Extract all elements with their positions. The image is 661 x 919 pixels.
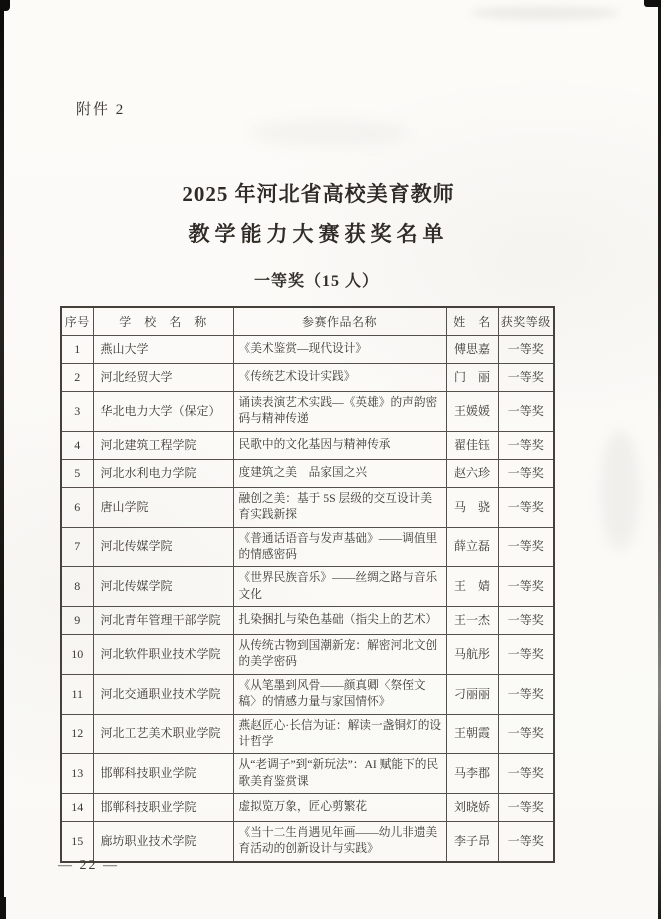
cell-award: 一等奖: [498, 635, 554, 675]
cell-award: 一等奖: [498, 527, 554, 567]
scan-smudge: [250, 120, 410, 146]
cell-award: 一等奖: [498, 392, 554, 432]
header-name: 姓 名: [446, 307, 498, 336]
scan-artifact-bottom-left-corner: [0, 897, 6, 919]
cell-work: 《世界民族音乐》——丝绸之路与音乐文化: [233, 567, 446, 607]
cell-index: 15: [61, 822, 93, 862]
cell-name: 刘晓娇: [446, 794, 498, 822]
cell-index: 6: [61, 487, 93, 527]
table-row: [61, 336, 554, 364]
cell-index: 1: [61, 336, 93, 364]
cell-name: 王一杰: [446, 607, 498, 635]
cell-school: 廊坊职业技术学院: [93, 822, 233, 862]
cell-work: 燕赵匠心·长信为证：解读一盏铜灯的设计哲学: [233, 714, 446, 754]
header-work: 参赛作品名称: [233, 307, 446, 336]
document-title-line1: 2025 年河北省高校美育教师: [182, 182, 455, 206]
table-row: [61, 459, 554, 487]
cell-index: 12: [61, 714, 93, 754]
cell-school: 燕山大学: [93, 336, 233, 364]
table-row: [61, 364, 554, 392]
table-row: [61, 567, 554, 607]
cell-work: 《美术鉴赏—现代设计》: [233, 336, 446, 364]
cell-index: 10: [61, 635, 93, 675]
header-school: 学 校 名 称: [93, 307, 233, 336]
cell-school: 河北传媒学院: [93, 567, 233, 607]
table-row: [61, 714, 554, 754]
cell-award: 一等奖: [498, 487, 554, 527]
cell-index: 2: [61, 364, 93, 392]
cell-name: 马 骁: [446, 487, 498, 527]
cell-award: 一等奖: [498, 674, 554, 714]
cell-school: 河北水利电力学院: [93, 459, 233, 487]
cell-name: 李子昂: [446, 822, 498, 862]
cell-award: 一等奖: [498, 364, 554, 392]
cell-school: 河北工艺美术职业学院: [93, 714, 233, 754]
cell-work: 度建筑之美 品家国之兴: [233, 459, 446, 487]
cell-award: 一等奖: [498, 714, 554, 754]
cell-work: 扎染捆扎与染色基础（指尖上的艺术）: [233, 607, 446, 635]
cell-index: 4: [61, 431, 93, 459]
cell-work: 《当十二生肖遇见年画——幼儿非遗美育活动的创新设计与实践》: [233, 822, 446, 862]
table-row: [61, 527, 554, 567]
cell-work: 《从笔墨到风骨——颜真卿〈祭侄文稿〉的情感力量与家国情怀》: [233, 674, 446, 714]
cell-work: 虚拟览万象，匠心剪繁花: [233, 794, 446, 822]
cell-award: 一等奖: [498, 794, 554, 822]
cell-school: 唐山学院: [93, 487, 233, 527]
cell-name: 傅思嘉: [446, 336, 498, 364]
cell-work: 从“老调子”到“新玩法”：AI 赋能下的民歌美育鉴赏课: [233, 754, 446, 794]
table-row: [61, 635, 554, 675]
awards-table-body: [61, 336, 554, 862]
cell-work: 《普通话语音与发声基础》——调值里的情感密码: [233, 527, 446, 567]
scan-artifact-top-left-corner: [0, 0, 10, 11]
cell-index: 7: [61, 527, 93, 567]
cell-name: 王 婧: [446, 567, 498, 607]
cell-name: 翟佳钰: [446, 431, 498, 459]
cell-index: 3: [61, 392, 93, 432]
cell-index: 14: [61, 794, 93, 822]
table-row: [61, 431, 554, 459]
page-number: — 22 —: [58, 858, 119, 873]
cell-award: 一等奖: [498, 431, 554, 459]
header-index: 序号: [61, 307, 93, 336]
header-award: 获奖等级: [498, 307, 554, 336]
cell-work: 诵读表演艺术实践—《英雄》的声韵密码与精神传递: [233, 392, 446, 432]
cell-school: 河北建筑工程学院: [93, 431, 233, 459]
table-row: [61, 674, 554, 714]
document-title-line2: 教学能力大赛获奖名单: [188, 222, 449, 246]
scan-artifact-left-edge: [0, 0, 4, 919]
cell-school: 河北传媒学院: [93, 527, 233, 567]
scan-artifact-top-right-corner: [644, 0, 661, 7]
table-row: [61, 392, 554, 432]
cell-school: 河北经贸大学: [93, 364, 233, 392]
cell-school: 河北青年管理干部学院: [93, 607, 233, 635]
awards-table: [60, 306, 555, 863]
table-row: [61, 607, 554, 635]
cell-name: 马李郡: [446, 754, 498, 794]
cell-award: 一等奖: [498, 459, 554, 487]
cell-index: 8: [61, 567, 93, 607]
scan-smudge: [470, 6, 620, 20]
cell-work: 《传统艺术设计实践》: [233, 364, 446, 392]
table-row: [61, 487, 554, 527]
cell-name: 马航彤: [446, 635, 498, 675]
attachment-label: 附件 2: [76, 102, 126, 118]
cell-school: 邯郸科技职业学院: [93, 754, 233, 794]
header-row: [61, 307, 554, 336]
cell-award: 一等奖: [498, 336, 554, 364]
cell-index: 13: [61, 754, 93, 794]
cell-school: 河北软件职业技术学院: [93, 635, 233, 675]
cell-name: 赵六珍: [446, 459, 498, 487]
cell-name: 王朝霞: [446, 714, 498, 754]
cell-school: 邯郸科技职业学院: [93, 794, 233, 822]
cell-index: 5: [61, 459, 93, 487]
cell-award: 一等奖: [498, 567, 554, 607]
cell-school: 河北交通职业技术学院: [93, 674, 233, 714]
cell-index: 9: [61, 607, 93, 635]
cell-award: 一等奖: [498, 822, 554, 862]
awards-table-head: [61, 307, 554, 336]
table-row: [61, 754, 554, 794]
cell-index: 11: [61, 674, 93, 714]
cell-name: 刁丽丽: [446, 674, 498, 714]
section-heading-first-prize: 一等奖（15 人）: [253, 273, 379, 290]
cell-work: 从传统古物到国潮新宠：解密河北文创的美学密码: [233, 635, 446, 675]
cell-award: 一等奖: [498, 607, 554, 635]
cell-name: 薛立磊: [446, 527, 498, 567]
cell-name: 王媛媛: [446, 392, 498, 432]
table-row: [61, 794, 554, 822]
cell-work: 融创之美：基于 5S 层级的交互设计美育实践新探: [233, 487, 446, 527]
cell-work: 民歌中的文化基因与精神传承: [233, 431, 446, 459]
awards-table-container: [60, 306, 555, 863]
cell-name: 门 丽: [446, 364, 498, 392]
cell-award: 一等奖: [498, 754, 554, 794]
table-row: [61, 822, 554, 862]
cell-school: 华北电力大学（保定）: [93, 392, 233, 432]
scan-smudge: [600, 430, 640, 550]
